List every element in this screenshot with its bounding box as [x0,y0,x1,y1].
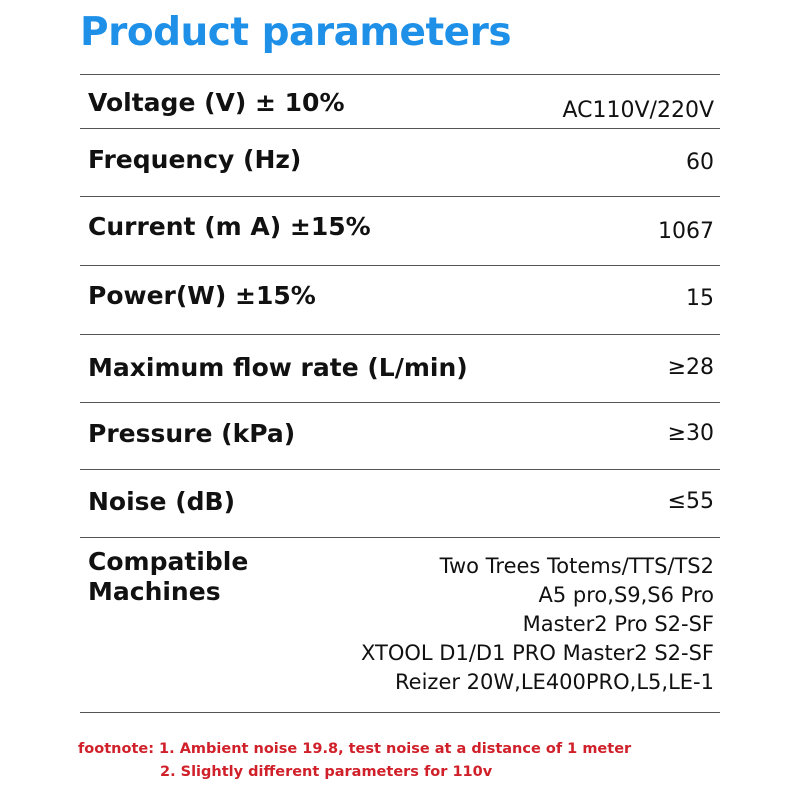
param-label: Voltage (V) ± 10% [88,88,345,117]
row-divider [80,196,720,197]
compatible-machines-label: Compatible Machines [88,547,249,606]
row-divider [80,537,720,538]
param-value: ≥30 [667,421,714,446]
list-item: Two Trees Totems/TTS/TS2 [439,554,714,578]
param-label: Pressure (kPa) [88,419,296,448]
list-item: A5 pro,S9,S6 Pro [538,583,714,607]
param-label: Maximum flow rate (L/min) [88,353,468,382]
list-item: Master2 Pro S2-SF [522,612,714,636]
param-value: ≥28 [667,355,714,380]
table-bottom-divider [80,712,720,713]
row-divider [80,265,720,266]
page-title: Product parameters [80,10,512,55]
param-label: Frequency (Hz) [88,145,302,174]
param-value: AC110V/220V [562,98,714,123]
row-divider [80,469,720,470]
list-item: XTOOL D1/D1 PRO Master2 S2-SF [361,641,714,665]
footnote-line-2: 2. Slightly different parameters for 110v [160,764,493,780]
param-value: ≤55 [667,489,714,514]
row-divider [80,334,720,335]
table-top-divider [80,74,720,75]
compatible-machines-list [361,552,714,697]
param-value: 60 [686,150,714,175]
row-divider [80,402,720,403]
list-item: Reizer 20W,LE400PRO,L5,LE-1 [395,670,714,694]
param-label: Power(W) ±15% [88,281,316,310]
footnote-line-1: footnote: 1. Ambient noise 19.8, test noise at a distance of 1 meter [78,741,632,757]
param-label: Noise (dB) [88,487,236,516]
row-divider [80,128,720,129]
param-value: 1067 [658,219,714,244]
param-value: 15 [686,286,714,311]
param-label: Current (m A) ±15% [88,212,371,241]
